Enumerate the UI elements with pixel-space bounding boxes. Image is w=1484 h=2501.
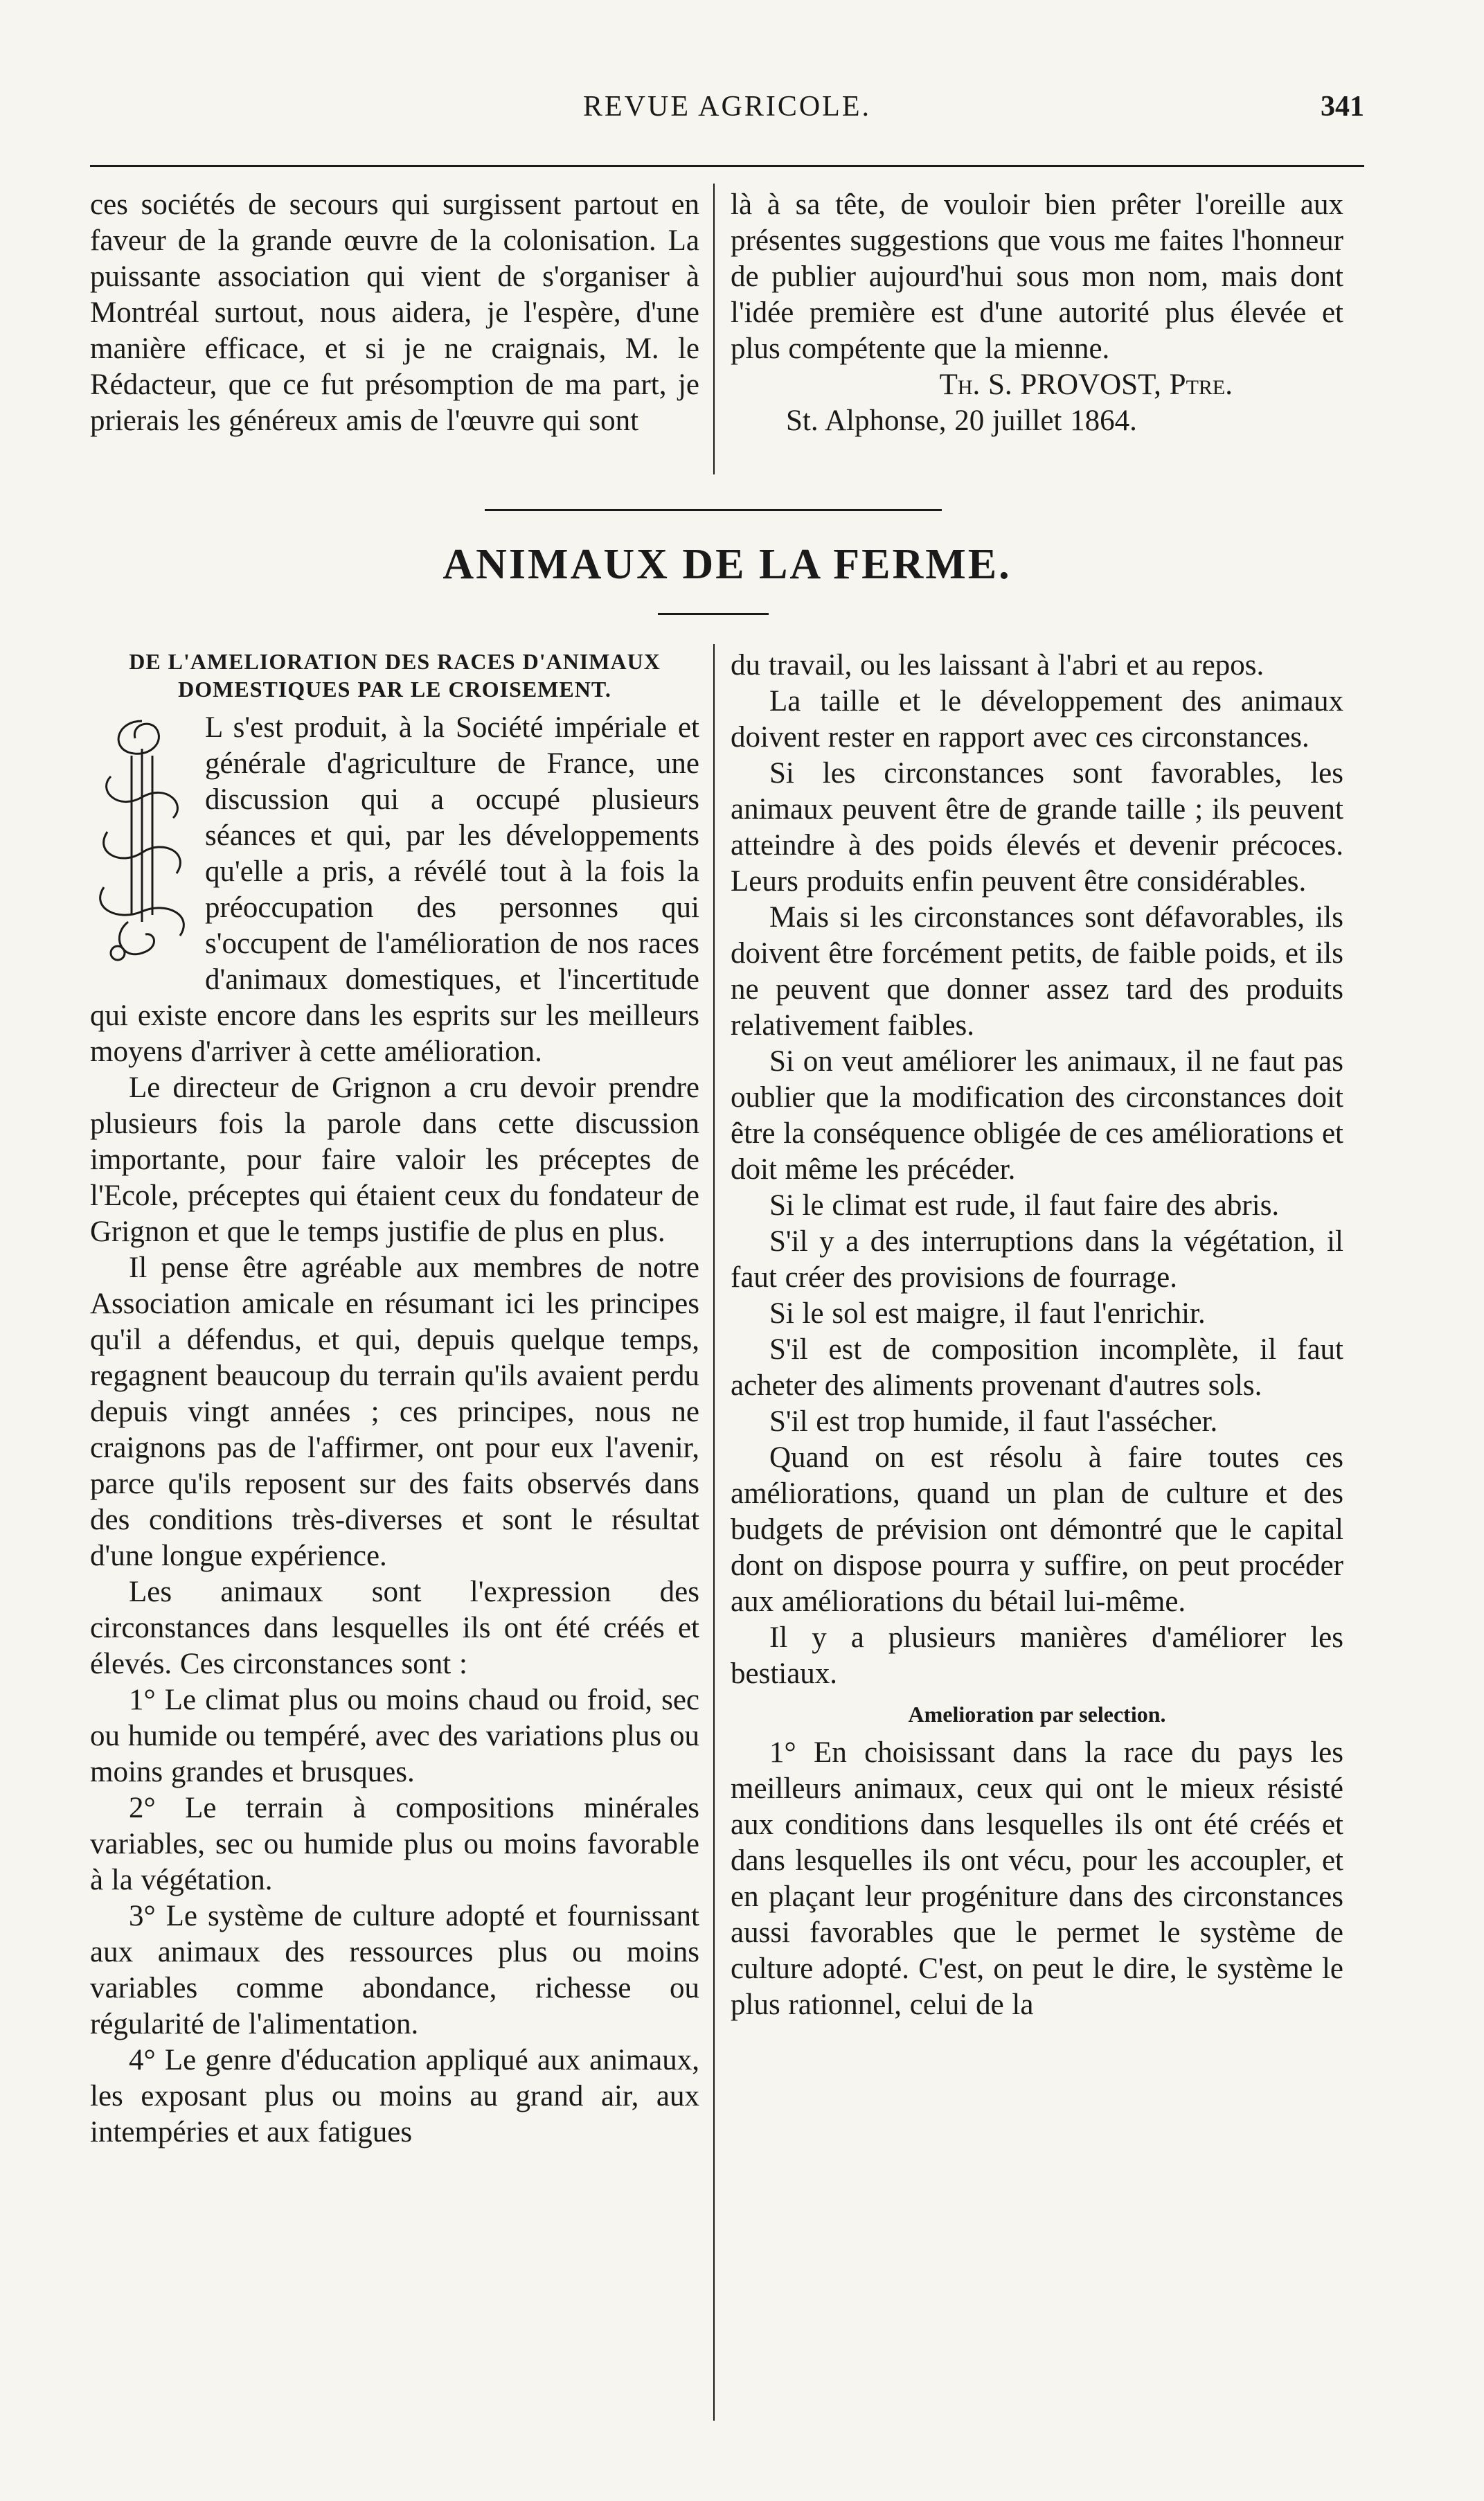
running-head xyxy=(90,90,1364,139)
title-underline xyxy=(658,613,769,615)
article-paragraph: du travail, ou les laissant à l'abri et au repos. xyxy=(731,649,1264,682)
running-title: REVUE AGRICOLE. xyxy=(583,91,871,123)
article-paragraph: Il y a plusieurs manières d'améliorer les bestiaux. xyxy=(731,1621,1343,1690)
article-heading: DE L'AMELIORATION DES RACES D'ANIMAUX DOMESTIQUES PAR LE CROISEMENT. xyxy=(129,649,661,702)
letter-paragraph: ces sociétés de secours qui surgissent partout en faveur de la grande œuvre de la colonisation. La puissante association qui vient de s'organiser à Montréal surtout, nous aidera, je l'espère, d'une manière efficace, et si je ne craignais, M. le Rédacteur, que ce fut présomption de ma part, je prierais les généreux amis de l'œuvre qui sont xyxy=(90,188,699,437)
letter-paragraph: là à sa tête, de vouloir bien prêter l'oreille aux présentes suggestions que vous me faites l'honneur de publier aujourd'hui sous mon nom, mais dont l'idée première est d'une autorité plus élevée et plus compétente que la mienne. xyxy=(731,188,1343,365)
article-paragraph: Si les circonstances sont favorables, les animaux peuvent être de grande taille ; ils peuvent atteindre à des poids élevés et devenir précoces. Leurs produits enfin peuvent être considérables. xyxy=(731,757,1343,898)
article-paragraph: 2° Le terrain à compositions minérales variables, sec ou humide plus ou moins favorable à la végétation. xyxy=(90,1792,699,1896)
letter-left-column xyxy=(90,187,699,439)
article-paragraph: 1° En choisissant dans la race du pays les meilleurs animaux, ceux qui ont le mieux résisté aux conditions dans lesquelles ils ont été créés et dans lesquelles ils ont vécu, pour les accoupler, et en plaçant leur progéniture dans des circonstances aussi favorables que le permet le système de culture adopté. C'est, on peut le dire, le système le plus rationnel, celui de la xyxy=(731,1736,1343,2021)
letter-right-column xyxy=(731,187,1343,439)
ornamental-initial-icon xyxy=(90,714,194,970)
letter-place-date: St. Alphonse, 20 juillet 1864. xyxy=(786,404,1137,437)
page-number: 341 xyxy=(1321,91,1364,123)
article-subheading: Amelioration par selection. xyxy=(908,1702,1166,1727)
section-title: ANIMAUX DE LA FERME. xyxy=(442,541,1012,588)
article-paragraph: Quand on est résolu à faire toutes ces améliorations, quand un plan de culture et des budgets de prévision ont démontré que le capital dont on dispose pourra y suffire, on peut procéder aux améliorations du bétail lui-même. xyxy=(731,1441,1343,1618)
article-paragraph: S'il est trop humide, il faut l'assécher. xyxy=(769,1405,1218,1438)
article-paragraph: Si le climat est rude, il faut faire des abris. xyxy=(769,1189,1280,1222)
article-paragraph: Mais si les circonstances sont défavorables, ils doivent être forcément petits, de faible poids, et ils ne peuvent que donner assez tard des produits relativement faibles. xyxy=(731,901,1343,1042)
article-paragraph: S'il est de composition incomplète, il faut acheter des aliments provenant d'autres sols. xyxy=(731,1333,1343,1402)
article-paragraph: 1° Le climat plus ou moins chaud ou froid, sec ou humide ou tempéré, avec des variations plus ou moins grandes et brusques. xyxy=(90,1684,699,1788)
section-separator xyxy=(485,509,942,511)
letter-signature: Th. S. PROVOST, Ptre. xyxy=(939,368,1233,401)
column-divider xyxy=(713,184,715,474)
article-paragraph: Les animaux sont l'expression des circonstances dans lesquelles ils ont été créés et élevés. Ces circonstances sont : xyxy=(90,1576,699,1680)
article-lead xyxy=(90,710,699,1070)
article-right-column xyxy=(731,648,1343,2023)
article-left-column xyxy=(90,648,699,2151)
article-paragraph: Si on veut améliorer les animaux, il ne faut pas oublier que la modification des circonstances doit être la conséquence obligée de ces améliorations et doit même les précéder. xyxy=(731,1045,1343,1186)
article-paragraph: Il pense être agréable aux membres de notre Association amicale en résumant ici les principes qu'il a défendus, et qui, depuis quelque temps, regagnent beaucoup du terrain qu'ils avaient perdu depuis vingt années ; ces principes, nous ne craignons pas de l'affirmer, ont pour eux l'avenir, parce qu'ils reposent sur des faits observés dans des conditions très-diverses et sont le résultat d'une longue expérience. xyxy=(90,1252,699,1572)
article-paragraph: Le directeur de Grignon a cru devoir prendre plusieurs fois la parole dans cette discussion importante, pour faire valoir les préceptes de l'Ecole, préceptes qui étaient ceux du fondateur de Grignon et que le temps justifie de plus en plus. xyxy=(90,1071,699,1248)
article-paragraph: 3° Le système de culture adopté et fournissant aux animaux des ressources plus ou moins variables comme abondance, richesse ou régularité de l'alimentation. xyxy=(90,1900,699,2040)
article-paragraph: Si le sol est maigre, il faut l'enrichir. xyxy=(769,1297,1206,1330)
column-divider xyxy=(713,644,715,2421)
lead-paragraph: L s'est produit, à la Société impériale et générale d'agriculture de France, une discussion qui a occupé plusieurs séances et qui, par les développements qu'elle a pris, a révélé tout à la fois la préoccupation des personnes qui s'occupent de l'amélioration de nos races d'animaux domestiques, et l'incertitude qui existe encore dans les esprits sur les meilleurs moyens d'arriver à cette amélioration. xyxy=(90,711,699,1068)
article-paragraph: 4° Le genre d'éducation appliqué aux animaux, les exposant plus ou moins au grand air, aux intempéries et aux fatigues xyxy=(90,2044,699,2148)
article-paragraph: La taille et le développement des animaux doivent rester en rapport avec ces circonstances. xyxy=(731,685,1343,754)
ornamental-initial xyxy=(90,714,194,970)
article-paragraph: S'il y a des interruptions dans la végétation, il faut créer des provisions de fourrage. xyxy=(731,1225,1343,1294)
header-rule xyxy=(90,165,1364,167)
